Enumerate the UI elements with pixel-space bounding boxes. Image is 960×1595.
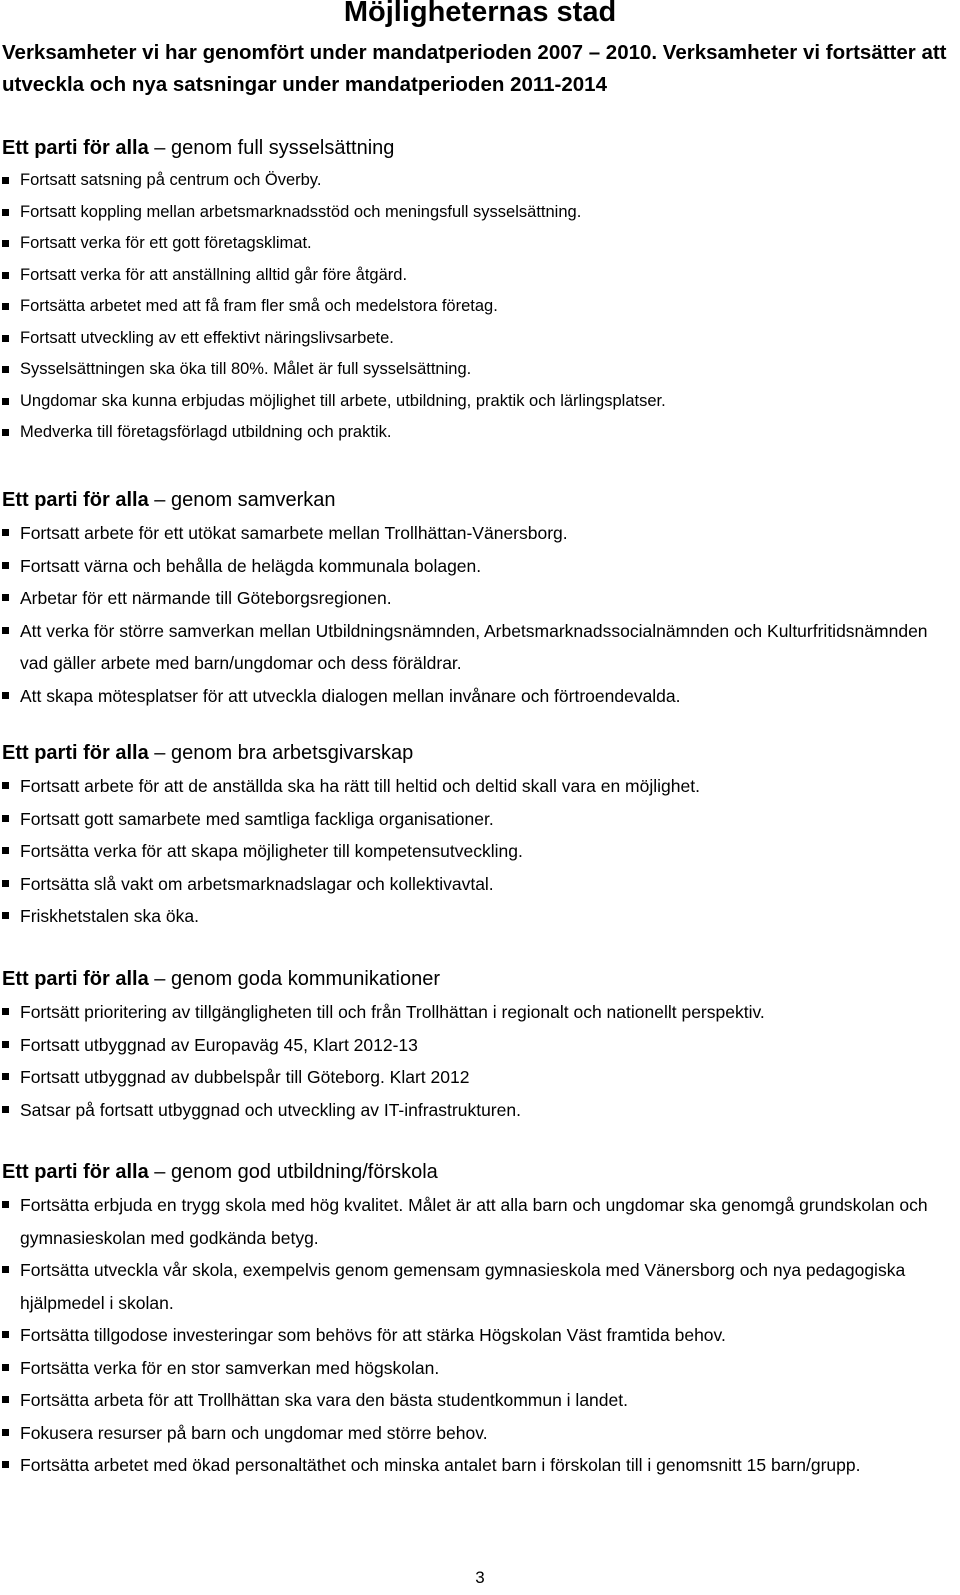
list-item-text: Fortsätta verka för en stor samverkan med högskolan.	[20, 1357, 440, 1378]
list-item-text: Att skapa mötesplatser för att utveckla dialogen mellan invånare och förtroendevalda.	[20, 685, 681, 706]
square-bullet-icon	[2, 1201, 9, 1208]
list-item-text: Fortsatt utbyggnad av dubbelspår till Göteborg. Klart 2012	[20, 1067, 470, 1087]
list-item-text: Fortsatt koppling mellan arbetsmarknadsstöd och meningsfull sysselsättning.	[20, 202, 582, 221]
square-bullet-icon	[2, 692, 9, 699]
bullet-list	[0, 1189, 958, 1482]
section-1	[0, 134, 958, 449]
square-bullet-icon	[2, 398, 9, 405]
list-item	[0, 680, 958, 713]
list-item-text: Fortsätta verka för att skapa möjligheter till kompetensutveckling.	[20, 841, 523, 861]
list-item	[0, 1352, 958, 1385]
list-item-text: Fortsatt arbete för ett utökat samarbete mellan Trollhättan-Vänersborg.	[20, 523, 568, 543]
section-dash: –	[148, 1161, 171, 1183]
list-item	[0, 517, 958, 550]
list-item	[0, 291, 958, 323]
section-dash: –	[148, 968, 171, 990]
list-item	[0, 900, 958, 933]
list-item	[0, 835, 958, 868]
square-bullet-icon	[2, 1073, 9, 1080]
list-item	[0, 1094, 958, 1127]
list-item	[0, 1029, 958, 1062]
list-item-text: Friskhetstalen ska öka.	[20, 906, 199, 926]
section-2	[0, 486, 958, 712]
list-item	[0, 1189, 958, 1254]
list-item	[0, 615, 958, 680]
list-item	[0, 260, 958, 292]
page-title: Möjligheternas stad	[343, 0, 617, 28]
list-item-text: Fortsätta slå vakt om arbetsmarknadslagar och kollektivavtal.	[20, 873, 494, 894]
list-item	[0, 1254, 958, 1319]
section-party-name: Ett parti för alla	[2, 968, 149, 990]
square-bullet-icon	[2, 1041, 9, 1048]
list-item-text: Fortsatt satsning på centrum och Överby.	[20, 171, 322, 189]
section-party-name: Ett parti för alla	[2, 1161, 149, 1183]
section-dash: –	[148, 489, 171, 511]
section-heading	[2, 739, 958, 767]
list-item	[0, 582, 958, 615]
list-item	[0, 197, 958, 229]
section-topic: genom god utbildning/förskola	[170, 1161, 438, 1183]
list-item	[0, 1319, 958, 1352]
bullet-list	[0, 517, 958, 712]
square-bullet-icon	[2, 912, 9, 919]
list-item	[0, 770, 958, 803]
section-party-name: Ett parti för alla	[2, 489, 149, 511]
square-bullet-icon	[2, 1461, 9, 1468]
square-bullet-icon	[2, 782, 9, 789]
square-bullet-icon	[2, 1364, 9, 1371]
section-heading	[2, 134, 958, 162]
square-bullet-icon	[2, 177, 9, 184]
list-item	[0, 996, 958, 1029]
square-bullet-icon	[2, 1008, 9, 1015]
list-item	[0, 1061, 958, 1094]
section-topic: genom samverkan	[170, 489, 336, 511]
list-item	[0, 323, 958, 355]
list-item-text: Fortsätta utveckla vår skola, exempelvis genom gemensam gymnasieskola med Vänersborg och nya pedagogiska hjälpmedel i skolan.	[20, 1260, 906, 1313]
square-bullet-icon	[2, 880, 9, 887]
section-4	[0, 965, 958, 1126]
list-item-text: Fortsätta arbetet med ökad personaltäthet och minska antalet barn i förskolan till i genomsnitt 15 barn/grupp.	[20, 1455, 861, 1475]
list-item	[0, 803, 958, 836]
list-item-text: Fortsätta arbetet med att få fram fler små och medelstora företag.	[20, 297, 498, 315]
list-item	[0, 1417, 958, 1450]
list-item-text: Fortsatt verka för ett gott företagsklimat.	[20, 234, 312, 252]
section-topic: genom full sysselsättning	[170, 137, 395, 159]
list-item-text: Fortsatt verka för att anställning alltid går före åtgärd.	[20, 265, 408, 284]
square-bullet-icon	[2, 240, 9, 247]
square-bullet-icon	[2, 1266, 9, 1273]
bullet-list	[0, 770, 958, 933]
list-item	[0, 1449, 958, 1482]
list-item	[0, 165, 958, 197]
square-bullet-icon	[2, 627, 9, 634]
bullet-list	[0, 165, 958, 449]
square-bullet-icon	[2, 1429, 9, 1436]
list-item	[0, 550, 958, 583]
square-bullet-icon	[2, 272, 9, 279]
list-item-text: Medverka till företagsförlagd utbildning och praktik.	[20, 423, 392, 441]
list-item	[0, 354, 958, 386]
square-bullet-icon	[2, 815, 9, 822]
square-bullet-icon	[2, 303, 9, 310]
section-topic: genom goda kommunikationer	[170, 968, 440, 990]
list-item-text: Fortsätt prioritering av tillgängligheten till och från Trollhättan i regionalt och nationellt perspektiv.	[20, 1002, 765, 1022]
square-bullet-icon	[2, 335, 9, 342]
square-bullet-icon	[2, 366, 9, 373]
intro-text: Verksamheter vi har genomfört under mandatperioden 2007 – 2010. Verksamheter vi fortsätter att utveckla och nya satsningar under mandatperioden 2011-2014	[2, 41, 947, 96]
list-item-text: Fortsatt värna och behålla de helägda kommunala bolagen.	[20, 555, 482, 576]
list-item-text: Fortsätta tillgodose investeringar som behövs för att stärka Högskolan Väst framtida behov.	[20, 1325, 726, 1345]
page-number: 3	[475, 1568, 485, 1587]
square-bullet-icon	[2, 847, 9, 854]
list-item-text: Fokusera resurser på barn och ungdomar med större behov.	[20, 1422, 488, 1443]
square-bullet-icon	[2, 594, 9, 601]
list-item-text: Fortsatt arbete för att de anställda ska ha rätt till heltid och deltid skall vara en möjlighet.	[20, 776, 700, 796]
list-item-text: Fortsatt utbyggnad av Europaväg 45, Klart 2012-13	[20, 1034, 418, 1055]
square-bullet-icon	[2, 1331, 9, 1338]
section-dash: –	[148, 742, 171, 764]
list-item-text: Fortsätta arbeta för att Trollhättan ska vara den bästa studentkommun i landet.	[20, 1390, 628, 1410]
section-heading	[2, 1158, 958, 1186]
list-item	[0, 228, 958, 260]
section-party-name: Ett parti för alla	[2, 137, 149, 159]
list-item	[0, 386, 958, 418]
list-item-text: Ungdomar ska kunna erbjudas möjlighet till arbete, utbildning, praktik och lärlingsplatser.	[20, 391, 666, 410]
list-item-text: Fortsatt gott samarbete med samtliga fackliga organisationer.	[20, 808, 494, 829]
section-heading	[2, 965, 958, 993]
section-topic: genom bra arbetsgivarskap	[170, 742, 414, 764]
list-item-text: Fortsätta erbjuda en trygg skola med hög kvalitet. Målet är att alla barn och ungdomar ska genomgå grundskolan och gymnasieskolan med godkända betyg.	[20, 1195, 928, 1248]
square-bullet-icon	[2, 1106, 9, 1113]
section-5	[0, 1158, 958, 1482]
list-item-text: Fortsatt utveckling av ett effektivt näringslivsarbete.	[20, 328, 394, 347]
list-item-text: Arbetar för ett närmande till Göteborgsregionen.	[20, 588, 392, 608]
list-item	[0, 868, 958, 901]
square-bullet-icon	[2, 562, 9, 569]
section-heading	[2, 486, 958, 514]
list-item	[0, 417, 958, 449]
bullet-list	[0, 996, 958, 1126]
square-bullet-icon	[2, 209, 9, 216]
square-bullet-icon	[2, 429, 9, 436]
list-item	[0, 1384, 958, 1417]
section-party-name: Ett parti för alla	[2, 742, 149, 764]
list-item-text: Att verka för större samverkan mellan Utbildningsnämnden, Arbetsmarknadssocialnämnden och Kulturfritidsnämnden vad gäller arbete med barn/ungdomar och dess föräldrar.	[20, 620, 928, 673]
square-bullet-icon	[2, 1396, 9, 1403]
square-bullet-icon	[2, 529, 9, 536]
section-dash: –	[148, 137, 171, 159]
section-3	[0, 739, 958, 933]
list-item-text: Satsar på fortsatt utbyggnad och utveckling av IT-infrastrukturen.	[20, 1099, 521, 1120]
list-item-text: Sysselsättningen ska öka till 80%. Målet är full sysselsättning.	[20, 360, 472, 378]
